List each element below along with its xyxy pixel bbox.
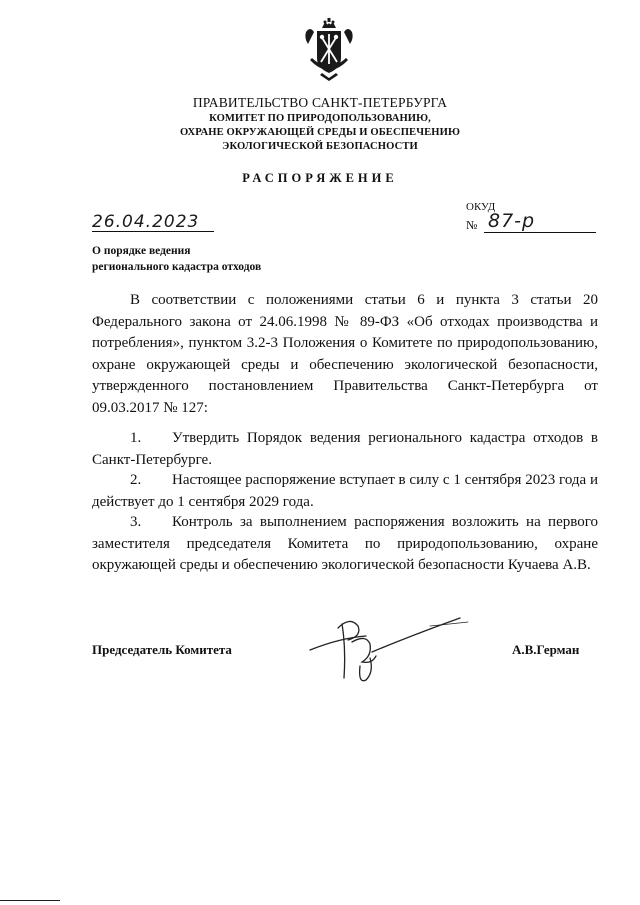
number-label: № <box>466 218 478 232</box>
item-number: 1. <box>130 430 142 446</box>
signatory-name: А.В.Герман <box>512 642 580 657</box>
item-text: Настоящее распоряжение вступает в силу с 1 сентября 2023 года и действует до 1 сентября 2029 года. <box>92 472 598 510</box>
committee-line-3: ЭКОЛОГИЧЕСКОЙ БЕЗОПАСНОСТИ <box>222 141 418 152</box>
committee-line-1: КОМИТЕТ ПО ПРИРОДОПОЛЬЗОВАНИЮ, <box>209 113 431 124</box>
order-item <box>92 470 598 513</box>
committee-line-2: ОХРАНЕ ОКРУЖАЮЩЕЙ СРЕДЫ И ОБЕСПЕЧЕНИЮ <box>180 127 460 138</box>
document-date: 26.04.2023 <box>92 212 200 232</box>
document-number: 87-р <box>488 210 536 232</box>
government-title: ПРАВИТЕЛЬСТВО САНКТ-ПЕТЕРБУРГА <box>192 95 448 110</box>
subject-line-1: О порядке ведения <box>92 245 191 257</box>
okud-label: ОКУД <box>466 201 496 213</box>
item-number: 2. <box>130 472 142 488</box>
footer-rule <box>0 900 60 901</box>
document-subject <box>92 243 261 275</box>
order-item <box>92 428 598 471</box>
order-item <box>92 512 598 577</box>
date-underline <box>92 231 214 232</box>
handwritten-signature <box>300 608 470 688</box>
preamble-paragraph: В соответствии с положениями статьи 6 и пункта 3 статьи 20 Федерального закона от 24.06.1998 № 89-ФЗ «Об отходах производства и потребления», пунктом 3.2-3 Положения о Комитете по природопользованию, охране окружающей среды и обеспечению экологической безопасности, утвержденного постановлением Правительства Санкт-Петербурга от 09.03.2017 № 127: <box>92 292 598 416</box>
signatory-title: Председатель Комитета <box>92 642 232 657</box>
document-type-heading: РАСПОРЯЖЕНИЕ <box>242 171 398 185</box>
item-text: Контроль за выполнением распоряжения возложить на первого заместителя председателя Комитета по природопользованию, охране окружающей среды и обеспечению экологической безопасности Кучаева А.В. <box>92 514 598 573</box>
number-underline <box>484 232 596 233</box>
item-text: Утвердить Порядок ведения регионального кадастра отходов в Санкт-Петербурге. <box>92 430 598 468</box>
subject-line-2: регионального кадастра отходов <box>92 261 262 273</box>
coat-of-arms-icon <box>300 18 358 82</box>
item-number: 3. <box>130 514 142 530</box>
